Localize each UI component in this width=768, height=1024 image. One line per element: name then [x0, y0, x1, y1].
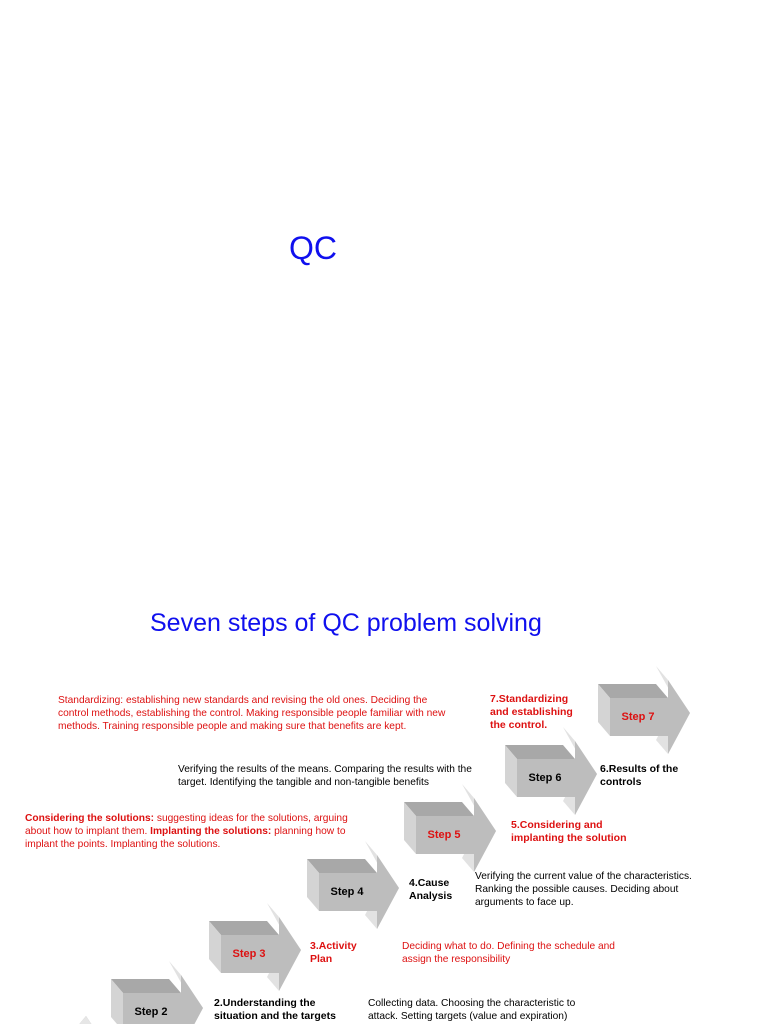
step-5-description-text-2: planning how to implant the points. Implanting the solutions. — [25, 826, 346, 850]
step-7-label: Step 7 — [621, 711, 655, 723]
step-3-label: Step 3 — [232, 948, 266, 960]
step-2-description: Collecting data. Choosing the characteristic to attack. Setting targets (value and expiration) — [368, 998, 576, 1022]
step-3-title: 3.Activity Plan — [310, 940, 357, 965]
arrow-shape — [14, 1016, 106, 1024]
step-4-title: 4.Cause Analysis — [409, 877, 453, 902]
step-6-arrow — [505, 727, 597, 815]
step-5-title: 5.Considering and implanting the solution — [511, 819, 627, 844]
step-2-arrow — [111, 961, 203, 1024]
step-4-arrow — [307, 841, 399, 929]
step-6-description: Verifying the results of the means. Comparing the results with the target. Identifying the tangible and non-tangible benefits — [178, 764, 472, 788]
step-5-description-bold-2: Implanting the solutions: — [150, 826, 272, 837]
step-1-arrow-partial — [14, 1016, 106, 1024]
step-5-description-text-1: suggesting ideas for the solutions, arguing about how to implant them. — [25, 813, 348, 837]
step-4-description: Verifying the current value of the characteristics. Ranking the possible causes. Deciding about arguments to face up. — [475, 871, 692, 908]
step-7-title: 7.Standardizing and establishing the control. — [490, 693, 573, 731]
step-4-label: Step 4 — [330, 886, 364, 898]
step-3-arrow — [209, 903, 301, 991]
step-5-description — [25, 812, 373, 851]
step-7-arrow — [598, 666, 690, 754]
diagram-title: Seven steps of QC problem solving — [150, 609, 542, 637]
step-2-title: 2.Understanding the situation and the targets — [214, 997, 336, 1022]
step-5-arrow — [404, 784, 496, 872]
step-6-title: 6.Results of the controls — [600, 763, 679, 788]
step-7-description: Standardizing: establishing new standards and revising the old ones. Deciding the control methods, establishing the control. Making responsible people familiar with new methods. Training responsible people and making sure that benefits are kept. — [58, 695, 446, 732]
step-5-description-bold-1: Considering the solutions: — [25, 813, 155, 824]
page-title: QC — [289, 230, 337, 266]
step-3-description: Deciding what to do. Defining the schedule and assign the responsibility — [402, 941, 615, 965]
step-2-label: Step 2 — [134, 1006, 168, 1018]
step-5-label: Step 5 — [427, 829, 461, 841]
step-6-label: Step 6 — [528, 772, 562, 784]
